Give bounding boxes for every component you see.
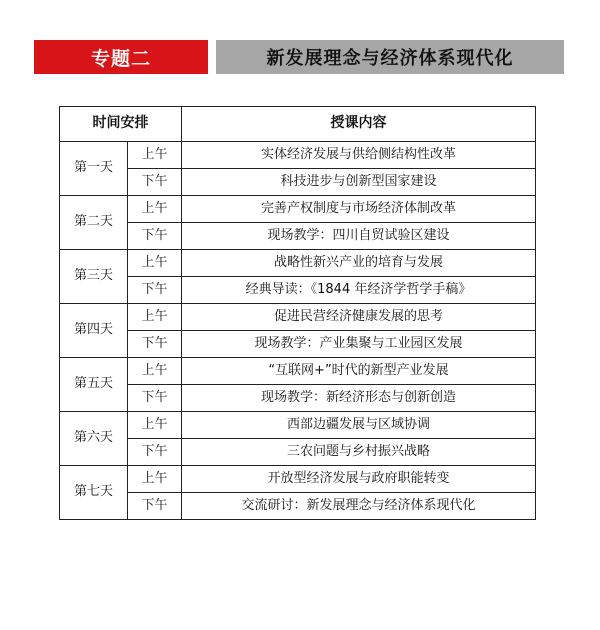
period-cell: 下午 (128, 439, 182, 466)
table-row (60, 223, 536, 250)
period-cell: 下午 (128, 169, 182, 196)
period-cell: 上午 (128, 358, 182, 385)
course-cell: 交流研讨：新发展理念与经济体系现代化 (182, 493, 536, 520)
course-cell: 开放型经济发展与政府职能转变 (182, 466, 536, 493)
day-cell: 第七天 (60, 466, 128, 520)
course-cell: 战略性新兴产业的培育与发展 (182, 250, 536, 277)
period-cell: 上午 (128, 142, 182, 169)
table-row (60, 439, 536, 466)
topic-label-banner (34, 40, 208, 74)
day-cell: 第六天 (60, 412, 128, 466)
course-cell: 科技进步与创新型国家建设 (182, 169, 536, 196)
table-row (60, 277, 536, 304)
course-cell: 现场教学：新经济形态与创新创造 (182, 385, 536, 412)
topic-label: 专题二 (90, 47, 151, 70)
table-row (60, 385, 536, 412)
schedule-table (59, 106, 536, 520)
period-cell: 上午 (128, 466, 182, 493)
day-cell: 第一天 (60, 142, 128, 196)
course-cell: 西部边疆发展与区域协调 (182, 412, 536, 439)
table-row (60, 466, 536, 493)
period-cell: 上午 (128, 196, 182, 223)
day-cell: 第四天 (60, 304, 128, 358)
course-cell: 现场教学：产业集聚与工业园区发展 (182, 331, 536, 358)
table-row (60, 331, 536, 358)
day-cell: 第五天 (60, 358, 128, 412)
period-cell: 上午 (128, 250, 182, 277)
topic-title-banner (216, 40, 564, 74)
topic-title: 新发展理念与经济体系现代化 (266, 48, 514, 69)
course-cell: 促进民营经济健康发展的思考 (182, 304, 536, 331)
course-cell: 经典导读：《1844 年经济学哲学手稿》 (182, 277, 536, 304)
course-cell: “互联网+”时代的新型产业发展 (182, 358, 536, 385)
table-row (60, 358, 536, 385)
table-row (60, 493, 536, 520)
table-row (60, 169, 536, 196)
period-cell: 下午 (128, 385, 182, 412)
period-cell: 下午 (128, 277, 182, 304)
table-row (60, 304, 536, 331)
period-cell: 下午 (128, 223, 182, 250)
day-cell: 第二天 (60, 196, 128, 250)
period-cell: 下午 (128, 331, 182, 358)
period-cell: 上午 (128, 304, 182, 331)
course-cell: 完善产权制度与市场经济体制改革 (182, 196, 536, 223)
day-cell: 第三天 (60, 250, 128, 304)
period-cell: 上午 (128, 412, 182, 439)
table-row (60, 142, 536, 169)
course-cell: 实体经济发展与供给侧结构性改革 (182, 142, 536, 169)
content-header: 授课内容 (182, 107, 536, 142)
table-header-row (60, 107, 536, 142)
period-cell: 下午 (128, 493, 182, 520)
table-row (60, 250, 536, 277)
time-header: 时间安排 (60, 107, 182, 142)
table-row (60, 412, 536, 439)
schedule-body (60, 142, 536, 520)
course-cell: 现场教学：四川自贸试验区建设 (182, 223, 536, 250)
table-row (60, 196, 536, 223)
course-cell: 三农问题与乡村振兴战略 (182, 439, 536, 466)
